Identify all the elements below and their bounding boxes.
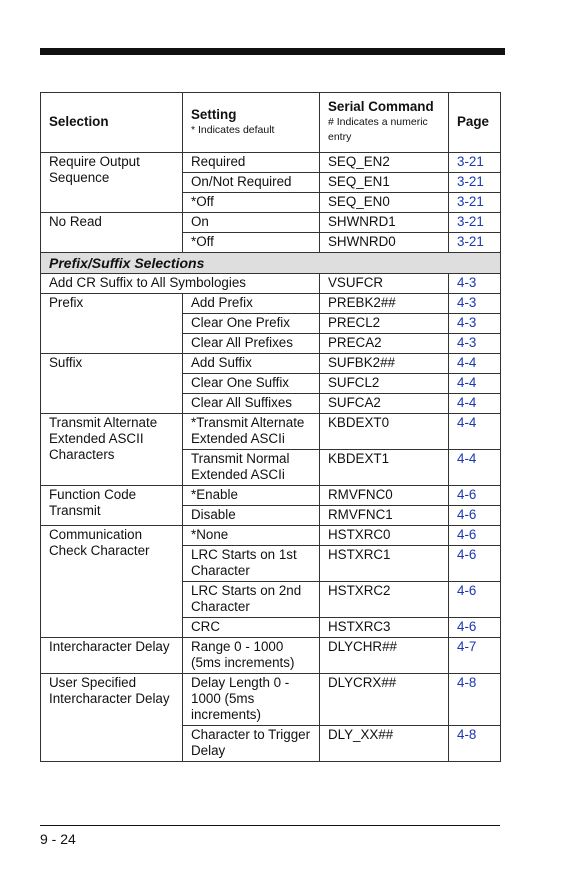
- setting-cell: *Off: [183, 233, 320, 253]
- setting-cell: Clear All Suffixes: [183, 394, 320, 414]
- command-cell: PREBK2##: [320, 294, 449, 314]
- selection-cell: Communication Check Character: [41, 526, 183, 638]
- page-number: 9 - 24: [40, 831, 76, 847]
- selection-cell: Prefix: [41, 294, 183, 354]
- page-link[interactable]: 4-3: [449, 294, 501, 314]
- setting-cell: Delay Length 0 - 1000 (5ms increments): [183, 674, 320, 726]
- setting-cell: Add Suffix: [183, 354, 320, 374]
- page-link[interactable]: 3-21: [449, 153, 501, 173]
- page-link[interactable]: 4-8: [449, 674, 501, 726]
- selection-cell: Transmit Alternate Extended ASCII Characters: [41, 414, 183, 486]
- setting-cell: *Transmit Alternate Extended ASCIi: [183, 414, 320, 450]
- selection-cell: Function Code Transmit: [41, 486, 183, 526]
- table-row: [41, 674, 501, 726]
- table-row: [41, 294, 501, 314]
- page-link[interactable]: 4-6: [449, 506, 501, 526]
- header-setting-note: * Indicates default: [191, 123, 275, 136]
- setting-cell: Character to Trigger Delay: [183, 726, 320, 762]
- selection-cell: Add CR Suffix to All Symbologies: [41, 274, 320, 294]
- page-link[interactable]: 4-4: [449, 354, 501, 374]
- page-link[interactable]: 4-6: [449, 486, 501, 506]
- header-setting: Setting * Indicates default: [183, 93, 320, 153]
- page-link[interactable]: 4-6: [449, 618, 501, 638]
- command-cell: PRECL2: [320, 314, 449, 334]
- setting-cell: *None: [183, 526, 320, 546]
- command-cell: PRECA2: [320, 334, 449, 354]
- command-cell: SUFCA2: [320, 394, 449, 414]
- command-cell: SEQ_EN0: [320, 193, 449, 213]
- command-cell: SHWNRD0: [320, 233, 449, 253]
- table-row: [41, 213, 501, 233]
- table-row: [41, 638, 501, 674]
- header-page: Page: [449, 93, 501, 153]
- page-link[interactable]: 4-7: [449, 638, 501, 674]
- selection-cell: User Specified Intercharacter Delay: [41, 674, 183, 762]
- table-header-row: [41, 93, 501, 153]
- selection-cell: No Read: [41, 213, 183, 253]
- command-cell: KBDEXT1: [320, 450, 449, 486]
- setting-cell: Required: [183, 153, 320, 173]
- command-cell: RMVFNC1: [320, 506, 449, 526]
- header-selection: Selection: [41, 93, 183, 153]
- command-cell: DLYCRX##: [320, 674, 449, 726]
- table-row: [41, 274, 501, 294]
- page-link[interactable]: 4-6: [449, 526, 501, 546]
- table-row: [41, 354, 501, 374]
- command-cell: HSTXRC1: [320, 546, 449, 582]
- page-link[interactable]: 4-8: [449, 726, 501, 762]
- setting-cell: *Off: [183, 193, 320, 213]
- command-cell: SUFBK2##: [320, 354, 449, 374]
- setting-cell: CRC: [183, 618, 320, 638]
- command-cell: SHWNRD1: [320, 213, 449, 233]
- page-link[interactable]: 4-4: [449, 450, 501, 486]
- page-link[interactable]: 4-4: [449, 414, 501, 450]
- table-row: [41, 414, 501, 450]
- setting-cell: Transmit Normal Extended ASCIi: [183, 450, 320, 486]
- setting-cell: On/Not Required: [183, 173, 320, 193]
- command-cell: HSTXRC3: [320, 618, 449, 638]
- command-cell: RMVFNC0: [320, 486, 449, 506]
- page-link[interactable]: 4-3: [449, 314, 501, 334]
- selection-cell: Suffix: [41, 354, 183, 414]
- setting-cell: Clear One Prefix: [183, 314, 320, 334]
- page-link[interactable]: 4-3: [449, 274, 501, 294]
- setting-cell: Add Prefix: [183, 294, 320, 314]
- page-link[interactable]: 3-21: [449, 213, 501, 233]
- setting-cell: LRC Starts on 2nd Character: [183, 582, 320, 618]
- setting-cell: LRC Starts on 1st Character: [183, 546, 320, 582]
- page-link[interactable]: 3-21: [449, 193, 501, 213]
- selection-cell: Intercharacter Delay: [41, 638, 183, 674]
- setting-cell: On: [183, 213, 320, 233]
- command-cell: SEQ_EN1: [320, 173, 449, 193]
- table-row: [41, 153, 501, 173]
- section-header-row: [41, 253, 501, 274]
- page-link[interactable]: 3-21: [449, 233, 501, 253]
- selection-cell: Require Output Sequence: [41, 153, 183, 213]
- page-link[interactable]: 4-4: [449, 394, 501, 414]
- header-serial-command: Serial Command # Indicates a numeric entry: [320, 93, 449, 153]
- section-title: Prefix/Suffix Selections: [41, 253, 501, 274]
- command-cell: HSTXRC0: [320, 526, 449, 546]
- command-cell: SEQ_EN2: [320, 153, 449, 173]
- command-cell: KBDEXT0: [320, 414, 449, 450]
- page-link[interactable]: 3-21: [449, 173, 501, 193]
- header-serial-note: # Indicates a numeric entry: [328, 116, 428, 143]
- top-rule: [40, 48, 505, 55]
- command-cell: HSTXRC2: [320, 582, 449, 618]
- setting-cell: Range 0 - 1000 (5ms increments): [183, 638, 320, 674]
- command-cell: DLY_XX##: [320, 726, 449, 762]
- setting-cell: *Enable: [183, 486, 320, 506]
- page-link[interactable]: 4-3: [449, 334, 501, 354]
- command-cell: DLYCHR##: [320, 638, 449, 674]
- command-cell: VSUFCR: [320, 274, 449, 294]
- page-link[interactable]: 4-4: [449, 374, 501, 394]
- table-row: [41, 526, 501, 546]
- setting-cell: Clear One Suffix: [183, 374, 320, 394]
- command-cell: SUFCL2: [320, 374, 449, 394]
- setting-cell: Disable: [183, 506, 320, 526]
- page-link[interactable]: 4-6: [449, 582, 501, 618]
- table-row: [41, 486, 501, 506]
- footer-rule: [40, 825, 500, 826]
- page-link[interactable]: 4-6: [449, 546, 501, 582]
- serial-command-table: [40, 92, 501, 762]
- setting-cell: Clear All Prefixes: [183, 334, 320, 354]
